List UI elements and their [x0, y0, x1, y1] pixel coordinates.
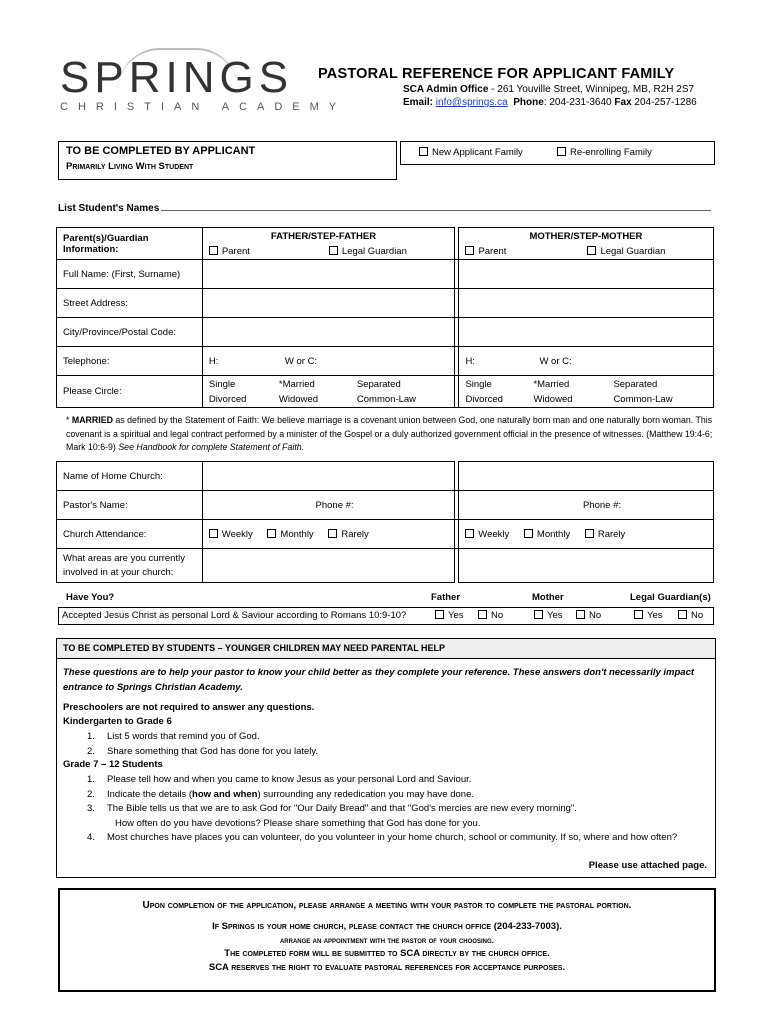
- no-label: No: [491, 610, 504, 621]
- faith-answer-row: [58, 607, 714, 625]
- father-pastor-field[interactable]: [202, 491, 455, 520]
- attached-page-note: Please use attached page.: [588, 860, 707, 871]
- marriage-note: [66, 414, 716, 455]
- mother-status-cell: [459, 376, 714, 408]
- status-single[interactable]: Single: [465, 379, 492, 390]
- guardians-col-label: Legal Guardian(s): [630, 592, 711, 603]
- row-label-circle: Please Circle:: [57, 376, 203, 408]
- mother-col-label: Mother: [532, 592, 564, 603]
- applicant-heading: TO BE COMPLETED BY APPLICANT: [66, 145, 256, 157]
- work-label: W or C:: [284, 356, 318, 367]
- status-common-law[interactable]: Common-Law: [613, 394, 673, 405]
- applicant-subheading: Primarily Living With Student: [66, 161, 194, 172]
- list-item: 1. List 5 words that remind you of God.: [87, 731, 260, 742]
- status-divorced[interactable]: Divorced: [465, 394, 503, 405]
- faith-header-row: [58, 592, 714, 606]
- checkbox[interactable]: [209, 246, 218, 255]
- faith-question-text: Accepted Jesus Christ as personal Lord & Saviour according to Romans 10:9-10?: [62, 610, 407, 621]
- students-section: [56, 638, 716, 878]
- weekly-label: Weekly: [221, 528, 253, 540]
- row-label-pastor: Pastor's Name:: [57, 491, 203, 520]
- mother-involvement-field[interactable]: [459, 549, 714, 583]
- row-label-telephone: Telephone:: [57, 347, 203, 376]
- father-full-name-field[interactable]: [202, 260, 455, 289]
- phone-number: : 204-231-3640: [543, 97, 615, 108]
- work-label: W or C:: [539, 356, 572, 367]
- mother-no[interactable]: [576, 610, 601, 621]
- father-no[interactable]: [478, 610, 503, 621]
- kindergarten-heading: Kindergarten to Grade 6: [63, 716, 172, 727]
- instructions-box: [58, 888, 716, 992]
- status-separated[interactable]: Separated: [613, 379, 658, 390]
- checkbox[interactable]: [557, 147, 566, 156]
- father-status-cell: [202, 376, 455, 408]
- weekly-label: Weekly: [478, 528, 510, 540]
- home-label: H:: [208, 355, 219, 367]
- no-label: No: [691, 610, 704, 621]
- checkbox[interactable]: [419, 147, 428, 156]
- checkbox[interactable]: [585, 529, 594, 538]
- phone-label: Phone #:: [315, 499, 354, 511]
- new-family-option[interactable]: [419, 147, 523, 158]
- list-item-text: Share something that God has done for you lately.: [107, 745, 319, 757]
- mother-parent-option[interactable]: [465, 246, 506, 257]
- father-guardian-option[interactable]: [329, 246, 407, 257]
- students-intro: These questions are to help your pastor to know your child better as they complete your reference. These answers don't necessarily impact entrance to Springs Christian Academy.: [63, 667, 695, 693]
- list-item: 3. The Bible tells us that we are to ask God for "Our Daily Bread" and that "God's mercies are new every morning".: [87, 803, 577, 814]
- email-label: Email:: [403, 97, 436, 108]
- rarely-label: Rarely: [597, 528, 626, 540]
- document-title: PASTORAL REFERENCE FOR APPLICANT FAMILY: [318, 66, 675, 82]
- checkbox[interactable]: [465, 246, 474, 255]
- checkbox[interactable]: [534, 610, 543, 619]
- father-parent-option[interactable]: [209, 246, 250, 257]
- checkbox[interactable]: [329, 246, 338, 255]
- list-item-text: Indicate the details (: [107, 788, 193, 800]
- father-attendance-cell: [202, 520, 455, 549]
- row-label-street: Street Address:: [57, 289, 203, 318]
- mother-full-name-field[interactable]: [459, 260, 714, 289]
- reenroll-label: Re-enrolling Family: [570, 147, 652, 158]
- weekly-option[interactable]: [465, 529, 509, 540]
- guardian-no[interactable]: [678, 610, 703, 621]
- monthly-label: Monthly: [280, 528, 314, 540]
- yes-label: Yes: [647, 610, 663, 621]
- note-text: as defined by the Statement of Faith: We believe marriage is a covenant union between God, one naturally born man and one naturally born woman. This covenant is a spiritual and legal contract performed by a minister of the Gospel or a duly authorized government official in the presence of witnesses. (Matthew 19:4-6; Mark 10:6-9): [66, 415, 713, 452]
- row-label-attendance: Church Attendance:: [57, 520, 203, 549]
- list-item-continued: How often do you have devotions? Please share something that God has done for you.: [115, 817, 481, 829]
- parent-label: Parent: [221, 246, 250, 257]
- checkbox[interactable]: [328, 529, 337, 538]
- list-item: 4. Most churches have places you can volunteer, do you volunteer in your home church, school or community. If so, where and how often?: [87, 831, 712, 846]
- list-item: 2. Share something that God has done for you lately.: [87, 745, 319, 757]
- mother-telephone-field[interactable]: [459, 347, 714, 376]
- rarely-option[interactable]: [328, 529, 368, 540]
- row-label-involvement: What areas are you currently involved in at your church:: [57, 549, 203, 583]
- mother-guardian-option[interactable]: [587, 246, 665, 257]
- status-common-law[interactable]: Common-Law: [356, 394, 417, 405]
- list-item-text: ) surrounding any rededication you may have done.: [257, 788, 475, 800]
- status-separated[interactable]: Separated: [356, 379, 401, 390]
- mother-yes[interactable]: [534, 610, 563, 621]
- list-item-text: The Bible tells us that we are to ask God for "Our Daily Bread" and that "God's mercies are new every morning".: [107, 803, 577, 814]
- guardian-yes[interactable]: [634, 610, 663, 621]
- father-involvement-field[interactable]: [202, 549, 455, 583]
- rarely-label: Rarely: [341, 528, 369, 540]
- checkbox[interactable]: [267, 529, 276, 538]
- mother-header-cell: [459, 228, 714, 260]
- instruction-line-4: The completed form will be submitted to SCA directly by the church office.: [224, 948, 550, 959]
- kindergarten-list: [87, 730, 318, 759]
- status-married[interactable]: *Married: [278, 379, 315, 390]
- checkbox[interactable]: [576, 610, 585, 619]
- list-item-text: Most churches have places you can volunteer, do you volunteer in your home church, school or community. If so, where and how often?: [107, 832, 678, 843]
- father-street-field[interactable]: [202, 289, 455, 318]
- checkbox[interactable]: [678, 610, 687, 619]
- logo: SPRINGS: [60, 53, 294, 102]
- weekly-option[interactable]: [209, 529, 253, 540]
- checkbox[interactable]: [634, 610, 643, 619]
- applicant-box: [58, 141, 397, 180]
- father-header: FATHER/STEP-FATHER: [270, 231, 377, 242]
- list-item: 1. Please tell how and when you came to know Jesus as your personal Lord and Saviour.: [87, 774, 472, 785]
- mother-city-field[interactable]: [459, 318, 714, 347]
- status-widowed[interactable]: Widowed: [533, 394, 573, 405]
- contact-line: [403, 97, 697, 108]
- church-table: [56, 461, 714, 583]
- student-names-line[interactable]: [161, 201, 711, 211]
- row-label-home-church: Name of Home Church:: [57, 462, 203, 491]
- yes-label: Yes: [448, 610, 464, 621]
- father-yes[interactable]: [435, 610, 464, 621]
- email-link[interactable]: info@springs.ca: [435, 97, 508, 108]
- father-church-field[interactable]: [202, 462, 455, 491]
- mother-header: MOTHER/STEP-MOTHER: [529, 231, 643, 242]
- checkbox[interactable]: [435, 610, 444, 619]
- list-item-bold: how and when: [192, 788, 258, 800]
- fax-label: Fax: [614, 97, 632, 108]
- status-married[interactable]: *Married: [533, 379, 570, 390]
- checkbox[interactable]: [478, 610, 487, 619]
- monthly-option[interactable]: [267, 529, 313, 540]
- checkbox[interactable]: [587, 246, 596, 255]
- students-section-header-bar: [57, 639, 715, 659]
- grade-heading: Grade 7 – 12 Students: [63, 759, 163, 770]
- status-widowed[interactable]: Widowed: [278, 394, 318, 405]
- list-item: 2. Indicate the details (how and when) surrounding any rededication you may have done.: [87, 788, 475, 800]
- note-married: MARRIED: [71, 415, 113, 425]
- student-names-field[interactable]: [58, 201, 711, 214]
- list-item-text: List 5 words that remind you of God.: [107, 731, 260, 742]
- guardian-info-header: Parent(s)/Guardian Information:: [57, 228, 203, 260]
- father-telephone-field[interactable]: [202, 347, 455, 376]
- yes-label: Yes: [547, 610, 563, 621]
- home-label: H:: [465, 355, 475, 367]
- admin-address: [403, 84, 694, 95]
- father-city-field[interactable]: [202, 318, 455, 347]
- mother-street-field[interactable]: [459, 289, 714, 318]
- student-names-label: List Student's Names: [58, 203, 160, 214]
- monthly-label: Monthly: [536, 528, 571, 540]
- row-label-full-name: Full Name: (First, Surname): [57, 260, 203, 289]
- new-family-label: New Applicant Family: [432, 147, 523, 158]
- note-star: *: [66, 415, 72, 425]
- preschool-note: Preschoolers are not required to answer any questions.: [63, 702, 315, 713]
- have-you-label: Have You?: [66, 592, 115, 603]
- checkbox[interactable]: [524, 529, 533, 538]
- checkbox[interactable]: [465, 529, 474, 538]
- instruction-line-5: SCA reserves the right to evaluate pastoral references for acceptance purposes.: [208, 962, 566, 973]
- mother-church-field[interactable]: [459, 462, 714, 491]
- address-text: - 261 Youville Street, Winnipeg, MB, R2H 2S7: [488, 84, 695, 95]
- guardian-label: Legal Guardian: [341, 246, 407, 257]
- status-divorced[interactable]: Divorced: [208, 394, 247, 405]
- row-label-city: City/Province/Postal Code:: [57, 318, 203, 347]
- status-single[interactable]: Single: [208, 379, 236, 390]
- logo-subtitle: CHRISTIAN ACADEMY: [60, 101, 347, 113]
- grade-list: [87, 773, 712, 846]
- reenroll-option[interactable]: [557, 147, 652, 158]
- mother-pastor-field[interactable]: [459, 491, 714, 520]
- list-item-text: Please tell how and when you came to know Jesus as your personal Lord and Saviour.: [107, 774, 472, 785]
- rarely-option[interactable]: [585, 529, 625, 540]
- monthly-option[interactable]: [524, 529, 570, 540]
- parent-label: Parent: [478, 246, 507, 257]
- admin-label: SCA Admin Office: [403, 84, 489, 95]
- instruction-line-1: Upon completion of the application, please arrange a meeting with your pastor to complete the pastoral portion.: [142, 900, 632, 911]
- mother-attendance-cell: [459, 520, 714, 549]
- instruction-line-3: arrange an appointment with the pastor of your choosing.: [279, 935, 495, 945]
- phone-label: Phone #:: [582, 499, 621, 511]
- instruction-line-2: If Springs is your home church, please contact the church office (204-233-7003).: [212, 921, 562, 932]
- phone-label: Phone: [513, 97, 544, 108]
- faith-question: [58, 592, 714, 625]
- father-col-label: Father: [431, 592, 461, 603]
- family-type-box: [400, 141, 715, 165]
- note-handbook: See Handbook for complete Statement of Faith.: [118, 442, 305, 452]
- checkbox[interactable]: [209, 529, 218, 538]
- students-section-header: TO BE COMPLETED BY STUDENTS – YOUNGER CHILDREN MAY NEED PARENTAL HELP: [63, 643, 446, 653]
- no-label: No: [589, 610, 602, 621]
- fax-number: 204-257-1286: [631, 97, 697, 108]
- guardian-label: Legal Guardian: [600, 246, 666, 257]
- guardian-table: [56, 227, 714, 408]
- father-header-cell: [202, 228, 455, 260]
